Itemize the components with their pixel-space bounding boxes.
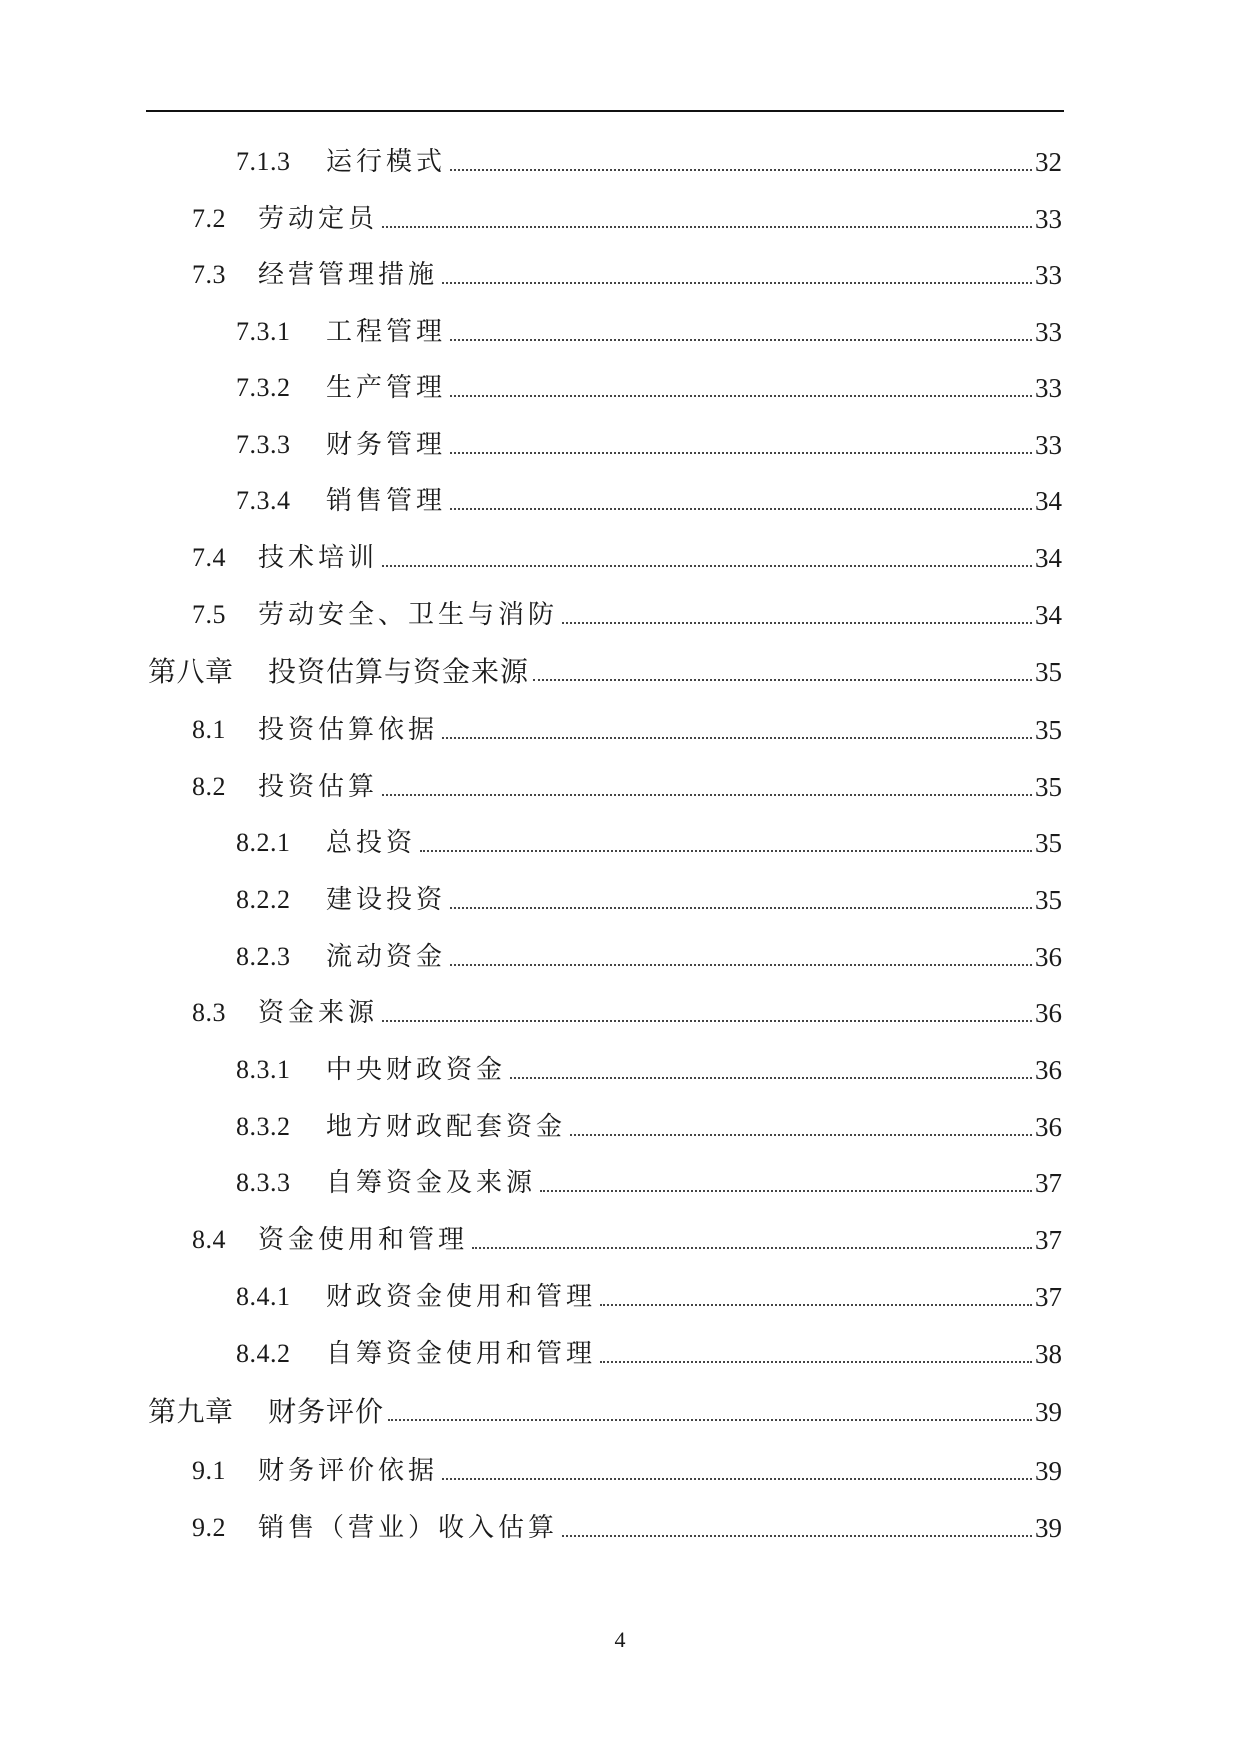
toc-entry-title: 自筹资金及来源 <box>326 1168 537 1198</box>
toc-entry-number: 8.4.2 <box>236 1339 291 1368</box>
toc-entry-title: 工程管理 <box>326 317 447 347</box>
dot-leader <box>450 169 1032 171</box>
page-number: 4 <box>614 1627 626 1652</box>
toc-entry-number: 9.2 <box>192 1513 226 1542</box>
dot-leader <box>442 1478 1032 1480</box>
toc-entry[interactable] <box>0 535 1241 575</box>
toc-entry-page: 37 <box>1035 1282 1062 1312</box>
toc-chapter-entry[interactable] <box>0 1389 1241 1429</box>
toc-entry-page: 34 <box>1035 543 1062 573</box>
toc-entry-number: 8.4 <box>192 1225 226 1254</box>
dot-leader <box>450 907 1032 909</box>
toc-entry-title: 自筹资金使用和管理 <box>326 1339 597 1369</box>
toc-entry[interactable] <box>0 139 1241 179</box>
toc-entry-title: 投资估算 <box>258 772 379 802</box>
toc-entry[interactable] <box>0 877 1241 917</box>
toc-entry-page: 36 <box>1035 942 1062 972</box>
toc-entry[interactable] <box>0 365 1241 405</box>
toc-entry-page: 39 <box>1035 1513 1062 1543</box>
toc-entry[interactable] <box>0 1505 1241 1545</box>
dot-leader <box>450 452 1032 454</box>
toc-entry-page: 36 <box>1035 1112 1062 1142</box>
toc-entry-title: 资金使用和管理 <box>258 1225 469 1255</box>
dot-leader <box>533 679 1032 681</box>
toc-entry[interactable] <box>0 309 1241 349</box>
toc-entry-page: 33 <box>1035 317 1062 347</box>
toc-entry-number: 7.3 <box>192 260 226 289</box>
dot-leader <box>442 737 1032 739</box>
toc-entry-title: 地方财政配套资金 <box>326 1112 567 1142</box>
toc-entry[interactable] <box>0 1448 1241 1488</box>
toc-entry-number: 8.2.2 <box>236 885 291 914</box>
toc-entry-number: 7.4 <box>192 543 226 572</box>
dot-leader <box>600 1304 1032 1306</box>
dot-leader <box>420 850 1032 852</box>
toc-entry[interactable] <box>0 934 1241 974</box>
dot-leader <box>382 794 1032 796</box>
dot-leader <box>450 964 1032 966</box>
toc-entry-page: 35 <box>1035 715 1062 745</box>
toc-entry-number: 7.3.4 <box>236 486 291 515</box>
toc-entry-title: 经营管理措施 <box>258 260 439 290</box>
toc-entry-title: 总投资 <box>326 828 417 858</box>
dot-leader <box>600 1361 1032 1363</box>
toc-entry[interactable] <box>0 1160 1241 1200</box>
dot-leader <box>570 1134 1032 1136</box>
toc-entry-number: 8.2 <box>192 772 226 801</box>
toc-entry-title: 投资估算与资金来源 <box>268 655 530 688</box>
dot-leader <box>540 1190 1032 1192</box>
toc-entry[interactable] <box>0 1047 1241 1087</box>
toc-entry-title: 中央财政资金 <box>326 1055 507 1085</box>
toc-entry-page: 32 <box>1035 147 1062 177</box>
dot-leader <box>510 1077 1032 1079</box>
dot-leader <box>382 226 1032 228</box>
dot-leader <box>562 1535 1032 1537</box>
toc-entry-number: 7.3.2 <box>236 373 291 402</box>
toc-entry[interactable] <box>0 592 1241 632</box>
toc-entry-number: 第八章 <box>148 655 234 688</box>
toc-entry-number: 7.3.1 <box>236 317 291 346</box>
toc-entry-number: 8.3 <box>192 998 226 1027</box>
toc-entry-page: 37 <box>1035 1168 1062 1198</box>
dot-leader <box>382 565 1032 567</box>
dot-leader <box>472 1247 1032 1249</box>
toc-entry-number: 7.1.3 <box>236 147 291 176</box>
toc-entry-number: 第九章 <box>148 1395 234 1428</box>
toc-entry-page: 37 <box>1035 1225 1062 1255</box>
toc-entry-page: 35 <box>1035 828 1062 858</box>
toc-entry[interactable] <box>0 196 1241 236</box>
toc-entry-page: 33 <box>1035 204 1062 234</box>
toc-entry-page: 34 <box>1035 486 1062 516</box>
toc-entry-title: 资金来源 <box>258 998 379 1028</box>
toc-entry-title: 生产管理 <box>326 373 447 403</box>
toc-entry-page: 33 <box>1035 430 1062 460</box>
toc-entry-title: 技术培训 <box>258 543 379 573</box>
toc-entry-number: 8.3.3 <box>236 1168 291 1197</box>
toc-entry-page: 35 <box>1035 657 1062 687</box>
toc-entry-page: 36 <box>1035 1055 1062 1085</box>
toc-entry-title: 财务评价依据 <box>258 1456 439 1486</box>
toc-entry-number: 8.2.3 <box>236 942 291 971</box>
toc-entry-title: 销售管理 <box>326 486 447 516</box>
header-rule <box>146 110 1064 112</box>
toc-entry[interactable] <box>0 707 1241 747</box>
toc-entry-page: 38 <box>1035 1339 1062 1369</box>
toc-entry[interactable] <box>0 820 1241 860</box>
toc-entry-title: 投资估算依据 <box>258 715 439 745</box>
toc-entry-page: 34 <box>1035 600 1062 630</box>
toc-entry-title: 劳动定员 <box>258 204 379 234</box>
toc-entry-title: 流动资金 <box>326 942 447 972</box>
toc-chapter-entry[interactable] <box>0 649 1241 689</box>
toc-entry-page: 39 <box>1035 1456 1062 1486</box>
toc-entry-page: 35 <box>1035 885 1062 915</box>
toc-entry-page: 39 <box>1035 1397 1062 1427</box>
toc-entry-number: 8.2.1 <box>236 828 291 857</box>
toc-entry[interactable] <box>0 252 1241 292</box>
toc-entry-number: 8.4.1 <box>236 1282 291 1311</box>
toc-entry-title: 财务评价 <box>268 1395 385 1428</box>
toc-entry[interactable] <box>0 478 1241 518</box>
toc-entry-title: 运行模式 <box>326 147 447 177</box>
toc-entry[interactable] <box>0 764 1241 804</box>
dot-leader <box>450 395 1032 397</box>
toc-entry[interactable] <box>0 1274 1241 1314</box>
dot-leader <box>388 1419 1032 1421</box>
toc-entry-title: 销售（营业）收入估算 <box>258 1513 559 1543</box>
toc-entry-title: 劳动安全、卫生与消防 <box>258 600 559 630</box>
toc-entry-number: 7.5 <box>192 600 226 629</box>
toc-entry-page: 36 <box>1035 998 1062 1028</box>
toc-entry-number: 7.3.3 <box>236 430 291 459</box>
toc-entry-page: 35 <box>1035 772 1062 802</box>
toc-entry[interactable] <box>0 1217 1241 1257</box>
dot-leader <box>382 1020 1032 1022</box>
toc-entry-page: 33 <box>1035 373 1062 403</box>
dot-leader <box>562 622 1032 624</box>
toc-entry[interactable] <box>0 1104 1241 1144</box>
toc-entry-number: 9.1 <box>192 1456 226 1485</box>
toc-entry-number: 8.3.2 <box>236 1112 291 1141</box>
toc-entry-page: 33 <box>1035 260 1062 290</box>
toc-entry[interactable] <box>0 1331 1241 1371</box>
toc-entry[interactable] <box>0 422 1241 462</box>
toc-entry-number: 8.3.1 <box>236 1055 291 1084</box>
dot-leader <box>450 339 1032 341</box>
dot-leader <box>442 282 1032 284</box>
toc-entry-title: 财政资金使用和管理 <box>326 1282 597 1312</box>
toc-entry-title: 财务管理 <box>326 430 447 460</box>
toc-entry-number: 8.1 <box>192 715 226 744</box>
toc-entry-number: 7.2 <box>192 204 226 233</box>
toc-entry-title: 建设投资 <box>326 885 447 915</box>
toc-entry[interactable] <box>0 990 1241 1030</box>
dot-leader <box>450 508 1032 510</box>
